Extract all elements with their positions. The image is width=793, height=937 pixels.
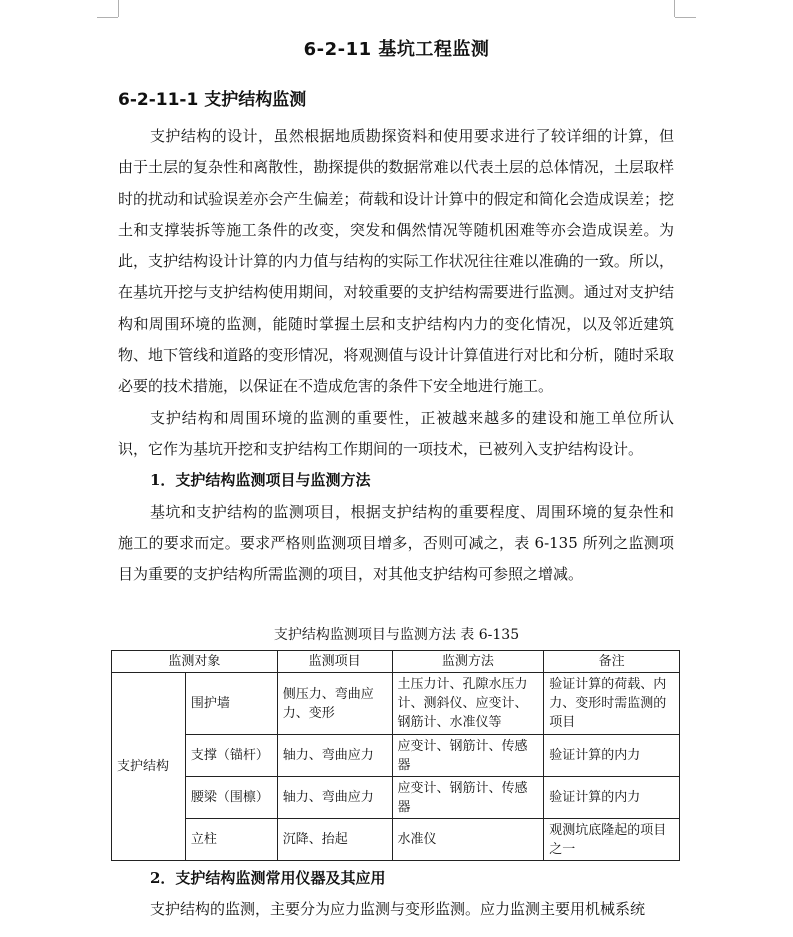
table-header-row xyxy=(112,651,680,673)
crop-mark-top-right xyxy=(674,0,675,17)
cell-item: 沉降、抬起 xyxy=(277,819,392,861)
cell-note: 观测坑底隆起的项目之一 xyxy=(544,819,680,861)
cell-note: 验证计算的内力 xyxy=(544,735,680,777)
crop-mark-top-right-h xyxy=(675,17,696,18)
cell-method: 土压力计、孔隙水压力计、测斜仪、应变计、钢筋计、水准仪等 xyxy=(392,673,544,735)
paragraph-1: 支护结构的设计，虽然根据地质勘探资料和使用要求进行了较详细的计算，但由于土层的复杂性和离散性，勘探提供的数据常难以代表土层的总体情况，土层取样时的扰动和试验误差亦会产生偏差；荷载和设计计算中的假定和简化会造成误差；挖土和支撑装拆等施工条件的改变，突发和偶然情况等随机困难等亦会造成误差。为此，支护结构设计计算的内力值与结构的实际工作状况往往难以准确的一致。所以，在基坑开挖与支护结构使用期间，对较重要的支护结构需要进行监测。通过对支护结构和周围环境的监测，能随时掌握土层和支护结构内力的变化情况，以及邻近建筑物、地下管线和道路的变形情况，将观测值与设计计算值进行对比和分析，随时采取必要的技术措施，以保证在不造成危害的条件下安全地进行施工。 xyxy=(118,127,674,396)
body-text-continued xyxy=(118,863,674,926)
subheading-1: 1．支护结构监测项目与监测方法 xyxy=(150,471,371,490)
paragraph-4: 支护结构的监测，主要分为应力监测与变形监测。应力监测主要用机械系统 xyxy=(150,900,646,919)
cell-note: 验证计算的内力 xyxy=(544,777,680,819)
table-row xyxy=(112,777,680,819)
section-title: 6-2-11-1 支护结构监测 xyxy=(118,90,307,110)
table-caption: 支护结构监测项目与监测方法 表 6-135 xyxy=(273,627,520,643)
cell-item: 轴力、弯曲应力 xyxy=(277,777,392,819)
cell-object: 围护墙 xyxy=(185,673,277,735)
cell-method: 应变计、钢筋计、传感器 xyxy=(392,777,544,819)
cell-object: 支撑（锚杆） xyxy=(185,735,277,777)
header-item: 监测项目 xyxy=(277,651,392,673)
header-method: 监测方法 xyxy=(392,651,544,673)
cell-item: 轴力、弯曲应力 xyxy=(277,735,392,777)
crop-mark-top-left xyxy=(118,0,119,17)
header-object: 监测对象 xyxy=(112,651,278,673)
cell-item: 侧压力、弯曲应力、变形 xyxy=(277,673,392,735)
cell-method: 水准仪 xyxy=(392,819,544,861)
table-row xyxy=(112,673,680,735)
table-row xyxy=(112,735,680,777)
monitoring-table xyxy=(111,650,680,861)
group-label: 支护结构 xyxy=(112,673,186,861)
cell-object: 腰梁（围檩） xyxy=(185,777,277,819)
cell-note: 验证计算的荷载、内力、变形时需监测的项目 xyxy=(544,673,680,735)
chapter-title: 6-2-11 基坑工程监测 xyxy=(303,39,490,60)
crop-mark-top-left-h xyxy=(97,17,118,18)
cell-method: 应变计、钢筋计、传感器 xyxy=(392,735,544,777)
paragraph-2: 支护结构和周围环境的监测的重要性，正被越来越多的建设和施工单位所认识，它作为基坑开挖和支护结构工作期间的一项技术，已被列入支护结构设计。 xyxy=(118,408,674,458)
paragraph-3: 基坑和支护结构的监测项目，根据支护结构的重要程度、周围环境的复杂性和施工的要求而定。要求严格则监测项目增多，否则可减之，表 6-135 所列之监测项目为重要的支护结构所需监测的项目，对其他支护结构可参照之增减。 xyxy=(118,502,674,584)
body-text xyxy=(118,121,674,590)
header-note: 备注 xyxy=(544,651,680,673)
cell-object: 立柱 xyxy=(185,819,277,861)
table-row xyxy=(112,819,680,861)
subheading-2: 2．支护结构监测常用仪器及其应用 xyxy=(150,869,386,887)
